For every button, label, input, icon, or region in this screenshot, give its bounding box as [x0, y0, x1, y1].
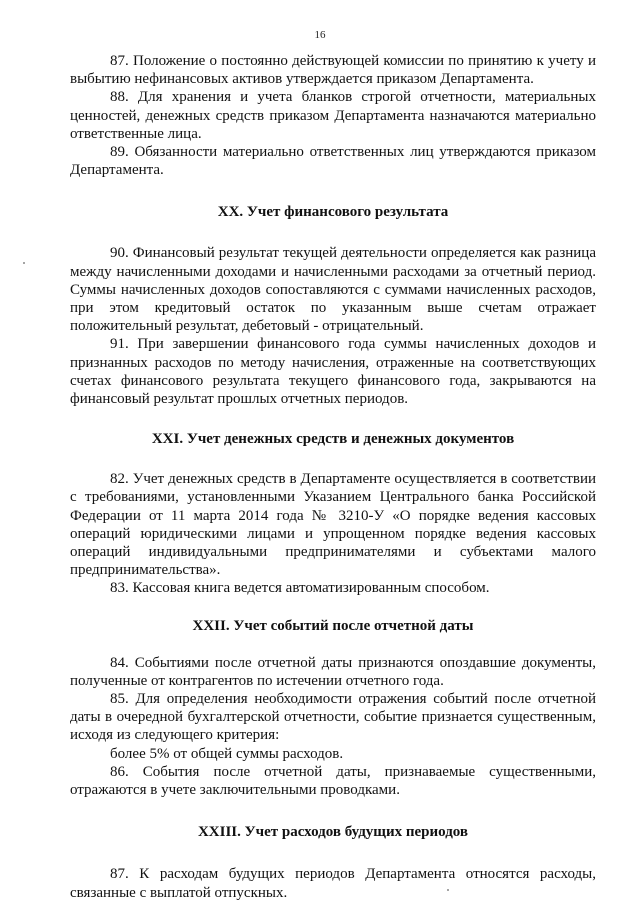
paragraph-criterion: более 5% от общей суммы расходов.: [110, 745, 344, 762]
document-body: [70, 52, 596, 902]
paragraph-91: 91. При завершении финансового года суммы начисленных доходов и признанных расходов по методу начисления, отраженные на соответствующих счетах финансового результата текущего финансового года, закрываются на финансовый результат прошлых отчетных периодов.: [70, 336, 596, 408]
paragraph-88: 88. Для хранения и учета бланков строгой отчетности, материальных ценностей, денежных средств приказом Департамента назначаются материально ответственные лица.: [70, 89, 596, 142]
section-heading-xxiii: XXIII. Учет расходов будущих периодов: [197, 824, 469, 841]
scan-speck: [447, 889, 449, 891]
section-heading-xx: XX. Учет финансового результата: [217, 204, 449, 221]
paragraph-85: 85. Для определения необходимости отражения событий после отчетной даты в очередной бухгалтерской отчетности, событие признается существенным, исходя из следующего критерия:: [70, 691, 596, 744]
paragraph-87: 87. Положение о постоянно действующей комиссии по принятию к учету и выбытию нефинансовых активов утверждается приказом Департамента.: [70, 53, 596, 88]
paragraph-83: 83. Кассовая книга ведется автоматизированным способом.: [110, 580, 490, 597]
paragraph-90: 90. Финансовый результат текущей деятельности определяется как разница между начисленными доходами и начисленными расходами за отчетный период. Суммы начисленных доходов сопоставляются с суммами начисленных расходов, при этом кредитовый остаток по указанным выше счетам отражает положительный результат, дебетовый - отрицательный.: [70, 245, 596, 335]
paragraph-84: 84. Событиями после отчетной даты признаются опоздавшие документы, полученные от контрагентов по истечении отчетного года.: [70, 654, 596, 689]
page-number: 16: [314, 29, 326, 41]
paragraph-82: 82. Учет денежных средств в Департаменте осуществляется в соответствии с требованиями, установленными Указанием Центрального банка Российской Федерации от 11 марта 2014 года № 3210-У «О порядке ведения кассовых операций юридическими лицами и упрощенном порядке ведения кассовых операций индивидуальными предпринимателями и субъектами малого предпринимательства».: [70, 471, 596, 579]
paragraph-86: 86. События после отчетной даты, признаваемые существенными, отражаются в учете заключительными проводками.: [70, 763, 596, 799]
section-heading-xxi: XXI. Учет денежных средств и денежных документов: [151, 431, 515, 448]
paragraph-87-deferred: 87. К расходам будущих периодов Департамента относятся расходы, связанные с выплатой отпускных.: [70, 866, 596, 901]
scan-speck: [23, 262, 25, 264]
section-heading-xxii: XXII. Учет событий после отчетной даты: [192, 617, 474, 634]
paragraph-89: 89. Обязанности материально ответственных лиц утверждаются приказом Департамента.: [70, 144, 596, 179]
